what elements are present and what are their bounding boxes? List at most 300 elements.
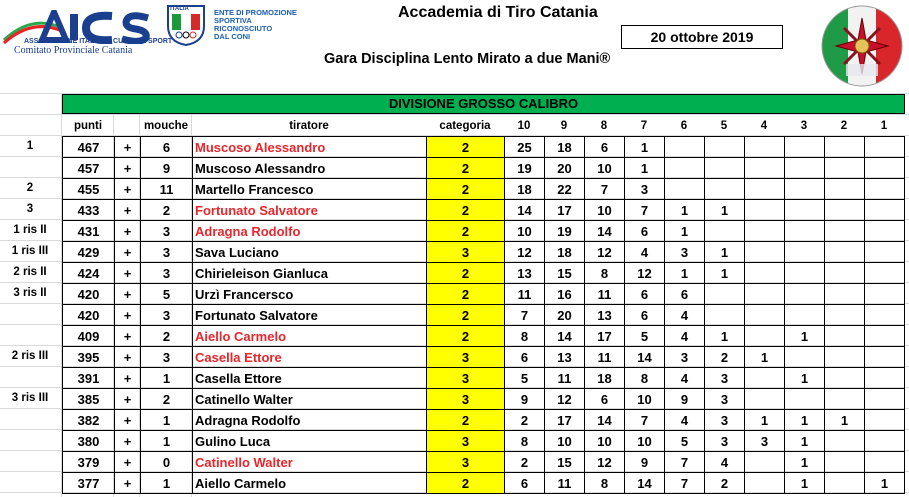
mouche-cell: 3 bbox=[141, 305, 193, 326]
punti-cell: 385 bbox=[63, 389, 115, 410]
hits-cell bbox=[705, 158, 745, 179]
hits-cell bbox=[745, 137, 785, 158]
hits-cell: 3 bbox=[625, 179, 665, 200]
hits-cell: 12 bbox=[545, 389, 585, 410]
col-header-10: 10 bbox=[517, 120, 531, 132]
hits-cell bbox=[745, 326, 785, 347]
table-row bbox=[63, 326, 905, 347]
hits-cell: 1 bbox=[705, 200, 745, 221]
hits-cell bbox=[865, 179, 905, 200]
hits-cell: 12 bbox=[625, 263, 665, 284]
table-row bbox=[63, 137, 905, 158]
hits-cell: 1 bbox=[745, 347, 785, 368]
hits-cell: 11 bbox=[545, 473, 585, 494]
table-row bbox=[63, 389, 905, 410]
category-cell: 2 bbox=[427, 158, 505, 179]
hits-cell: 4 bbox=[705, 452, 745, 473]
plus-cell: + bbox=[115, 452, 141, 473]
table-row bbox=[63, 179, 905, 200]
hits-cell bbox=[745, 242, 785, 263]
hits-cell: 1 bbox=[865, 473, 905, 494]
hits-cell bbox=[745, 389, 785, 410]
plus-cell: + bbox=[115, 179, 141, 200]
hits-cell: 17 bbox=[545, 410, 585, 431]
hits-cell bbox=[745, 368, 785, 389]
mouche-cell: 1 bbox=[141, 431, 193, 452]
hits-cell bbox=[825, 347, 865, 368]
shooter-name-cell: Muscoso Alessandro bbox=[193, 137, 427, 158]
hits-cell: 7 bbox=[505, 305, 545, 326]
coni-text-line: ENTE DI PROMOZIONE bbox=[214, 8, 297, 17]
aics-line1: ASSOCIAZIONE ITALIANA CULTURA SPORT bbox=[24, 38, 173, 45]
hits-cell bbox=[785, 305, 825, 326]
coni-text-line: DAL CONI bbox=[214, 32, 251, 41]
table-row bbox=[63, 284, 905, 305]
hits-cell: 4 bbox=[665, 326, 705, 347]
table-row bbox=[63, 431, 905, 452]
hits-cell: 4 bbox=[625, 242, 665, 263]
punti-cell: 395 bbox=[63, 347, 115, 368]
hits-cell bbox=[745, 158, 785, 179]
coni-text-line: RICONOSCIUTO bbox=[214, 24, 273, 33]
hits-cell bbox=[865, 200, 905, 221]
hits-cell: 11 bbox=[505, 284, 545, 305]
category-cell: 2 bbox=[427, 326, 505, 347]
hits-cell bbox=[865, 242, 905, 263]
hits-cell: 11 bbox=[545, 368, 585, 389]
hits-cell bbox=[705, 137, 745, 158]
hits-cell: 12 bbox=[585, 452, 625, 473]
hits-cell: 14 bbox=[505, 200, 545, 221]
hits-cell bbox=[865, 221, 905, 242]
hits-cell bbox=[665, 158, 705, 179]
plus-cell: + bbox=[115, 410, 141, 431]
hits-cell bbox=[785, 389, 825, 410]
hits-cell bbox=[865, 431, 905, 452]
hits-cell: 7 bbox=[585, 179, 625, 200]
shooter-name-cell: Muscoso Alessandro bbox=[193, 158, 427, 179]
hits-cell: 6 bbox=[585, 389, 625, 410]
shooter-name-cell: Casella Ettore bbox=[193, 347, 427, 368]
table-row bbox=[63, 242, 905, 263]
hits-cell: 11 bbox=[585, 347, 625, 368]
academy-badge-icon bbox=[820, 4, 904, 88]
hits-cell: 8 bbox=[505, 431, 545, 452]
hits-cell: 10 bbox=[585, 158, 625, 179]
category-cell: 2 bbox=[427, 284, 505, 305]
hits-cell: 7 bbox=[665, 452, 705, 473]
hits-cell: 10 bbox=[625, 389, 665, 410]
shooter-name-cell: Martello Francesco bbox=[193, 179, 427, 200]
hits-cell: 19 bbox=[505, 158, 545, 179]
punti-cell: 379 bbox=[63, 452, 115, 473]
hits-cell bbox=[705, 221, 745, 242]
category-cell: 2 bbox=[427, 410, 505, 431]
table-row bbox=[63, 473, 905, 494]
col-header-punti: punti bbox=[73, 120, 103, 132]
shooter-name-cell: Casella Ettore bbox=[193, 368, 427, 389]
hits-cell bbox=[865, 326, 905, 347]
shooter-name-cell: Sava Luciano bbox=[193, 242, 427, 263]
mouche-cell: 2 bbox=[141, 389, 193, 410]
punti-cell: 455 bbox=[63, 179, 115, 200]
col-header-8: 8 bbox=[600, 120, 608, 132]
hits-cell: 14 bbox=[545, 326, 585, 347]
hits-cell: 16 bbox=[545, 284, 585, 305]
hits-cell: 18 bbox=[545, 242, 585, 263]
hits-cell bbox=[865, 284, 905, 305]
category-cell: 2 bbox=[427, 305, 505, 326]
punti-cell: 382 bbox=[63, 410, 115, 431]
hits-cell: 1 bbox=[665, 263, 705, 284]
hits-cell bbox=[825, 452, 865, 473]
hits-cell bbox=[825, 158, 865, 179]
category-cell: 3 bbox=[427, 347, 505, 368]
hits-cell bbox=[825, 326, 865, 347]
mouche-cell: 6 bbox=[141, 137, 193, 158]
hits-cell: 1 bbox=[665, 200, 705, 221]
hits-cell: 2 bbox=[505, 452, 545, 473]
hits-cell bbox=[665, 137, 705, 158]
mouche-cell: 3 bbox=[141, 221, 193, 242]
col-header-tiratore: tiratore bbox=[289, 120, 329, 132]
hits-cell: 2 bbox=[705, 473, 745, 494]
hits-cell: 13 bbox=[505, 263, 545, 284]
hits-cell: 1 bbox=[785, 368, 825, 389]
hits-cell: 10 bbox=[545, 431, 585, 452]
shooter-name-cell: Adragna Rodolfo bbox=[193, 221, 427, 242]
hits-cell: 6 bbox=[625, 221, 665, 242]
hits-cell bbox=[865, 137, 905, 158]
plus-cell: + bbox=[115, 431, 141, 452]
plus-cell: + bbox=[115, 242, 141, 263]
table-row bbox=[63, 305, 905, 326]
hits-cell: 1 bbox=[705, 326, 745, 347]
hits-cell: 3 bbox=[745, 431, 785, 452]
shooter-name-cell: Catinello Walter bbox=[193, 389, 427, 410]
category-cell: 2 bbox=[427, 473, 505, 494]
hits-cell: 18 bbox=[545, 137, 585, 158]
punti-cell: 431 bbox=[63, 221, 115, 242]
table-row bbox=[63, 368, 905, 389]
hits-cell: 15 bbox=[545, 452, 585, 473]
page-title: Accademia di Tiro Catania bbox=[398, 4, 598, 21]
hits-cell bbox=[745, 221, 785, 242]
table-row bbox=[63, 263, 905, 284]
category-cell: 2 bbox=[427, 179, 505, 200]
hits-cell bbox=[865, 368, 905, 389]
hits-cell: 2 bbox=[505, 410, 545, 431]
mouche-cell: 1 bbox=[141, 410, 193, 431]
col-header-6: 6 bbox=[680, 120, 688, 132]
hits-cell: 3 bbox=[705, 389, 745, 410]
hits-cell: 22 bbox=[545, 179, 585, 200]
hits-cell bbox=[705, 305, 745, 326]
table-row bbox=[63, 200, 905, 221]
hits-cell bbox=[785, 137, 825, 158]
punti-cell: 409 bbox=[63, 326, 115, 347]
mouche-cell: 1 bbox=[141, 473, 193, 494]
category-cell: 3 bbox=[427, 452, 505, 473]
category-cell: 3 bbox=[427, 242, 505, 263]
mouche-cell: 3 bbox=[141, 347, 193, 368]
category-cell: 2 bbox=[427, 137, 505, 158]
hits-cell: 8 bbox=[625, 368, 665, 389]
hits-cell: 1 bbox=[785, 326, 825, 347]
plus-cell: + bbox=[115, 221, 141, 242]
punti-cell: 429 bbox=[63, 242, 115, 263]
mouche-cell: 11 bbox=[141, 179, 193, 200]
category-cell: 3 bbox=[427, 368, 505, 389]
hits-cell: 10 bbox=[585, 200, 625, 221]
hits-cell bbox=[665, 179, 705, 200]
hits-cell: 15 bbox=[545, 263, 585, 284]
hits-cell bbox=[825, 368, 865, 389]
category-cell: 3 bbox=[427, 389, 505, 410]
hits-cell bbox=[865, 452, 905, 473]
hits-cell bbox=[785, 200, 825, 221]
plus-cell: + bbox=[115, 263, 141, 284]
hits-cell: 7 bbox=[625, 200, 665, 221]
hits-cell: 6 bbox=[505, 473, 545, 494]
plus-cell: + bbox=[115, 368, 141, 389]
hits-cell: 10 bbox=[505, 221, 545, 242]
rank-label: 1 ris II bbox=[13, 224, 47, 236]
hits-cell bbox=[865, 347, 905, 368]
hits-cell: 1 bbox=[785, 452, 825, 473]
hits-cell: 1 bbox=[785, 410, 825, 431]
hits-cell: 1 bbox=[625, 158, 665, 179]
hits-cell bbox=[825, 389, 865, 410]
hits-cell: 17 bbox=[585, 326, 625, 347]
coni-label: ITALIA bbox=[170, 6, 189, 12]
hits-cell: 5 bbox=[505, 368, 545, 389]
grid-hline bbox=[0, 114, 909, 115]
plus-cell: + bbox=[115, 347, 141, 368]
mouche-cell: 9 bbox=[141, 158, 193, 179]
coni-logo bbox=[166, 4, 316, 46]
plus-cell: + bbox=[115, 137, 141, 158]
rank-label: 2 bbox=[26, 182, 34, 194]
hits-cell bbox=[825, 200, 865, 221]
col-header-categoria: categoria bbox=[439, 120, 491, 132]
table-row bbox=[63, 410, 905, 431]
hits-cell: 6 bbox=[505, 347, 545, 368]
hits-cell bbox=[745, 200, 785, 221]
punti-cell: 433 bbox=[63, 200, 115, 221]
hits-cell: 5 bbox=[665, 431, 705, 452]
aics-line2: Comitato Provinciale Catania bbox=[14, 45, 133, 56]
coni-text bbox=[214, 9, 297, 41]
mouche-cell: 5 bbox=[141, 284, 193, 305]
hits-cell: 3 bbox=[665, 242, 705, 263]
plus-cell: + bbox=[115, 305, 141, 326]
hits-cell bbox=[825, 242, 865, 263]
hits-cell: 10 bbox=[585, 431, 625, 452]
plus-cell: + bbox=[115, 158, 141, 179]
aics-logo bbox=[2, 2, 173, 56]
col-header-1: 1 bbox=[880, 120, 888, 132]
hits-cell bbox=[705, 284, 745, 305]
mouche-cell: 3 bbox=[141, 263, 193, 284]
hits-cell bbox=[705, 179, 745, 200]
col-header-7: 7 bbox=[640, 120, 648, 132]
punti-cell: 377 bbox=[63, 473, 115, 494]
hits-cell: 1 bbox=[665, 221, 705, 242]
hits-cell: 20 bbox=[545, 305, 585, 326]
hits-cell bbox=[785, 284, 825, 305]
col-header-3: 3 bbox=[800, 120, 808, 132]
col-header-mouche: mouche bbox=[143, 120, 189, 132]
hits-cell: 12 bbox=[585, 242, 625, 263]
hits-cell: 6 bbox=[665, 284, 705, 305]
hits-cell: 8 bbox=[585, 473, 625, 494]
hits-cell bbox=[745, 305, 785, 326]
shooter-name-cell: Urzì Francersco bbox=[193, 284, 427, 305]
hits-cell bbox=[785, 263, 825, 284]
hits-cell: 14 bbox=[585, 221, 625, 242]
hits-cell: 1 bbox=[705, 263, 745, 284]
mouche-cell: 2 bbox=[141, 200, 193, 221]
hits-cell: 1 bbox=[745, 410, 785, 431]
hits-cell: 2 bbox=[705, 347, 745, 368]
plus-cell: + bbox=[115, 200, 141, 221]
hits-cell: 5 bbox=[625, 326, 665, 347]
shooter-name-cell: Gulino Luca bbox=[193, 431, 427, 452]
hits-cell: 9 bbox=[505, 389, 545, 410]
hits-cell: 19 bbox=[545, 221, 585, 242]
hits-cell: 6 bbox=[625, 305, 665, 326]
table-row bbox=[63, 158, 905, 179]
shooter-name-cell: Fortunato Salvatore bbox=[193, 200, 427, 221]
shooter-name-cell: Fortunato Salvatore bbox=[193, 305, 427, 326]
hits-cell bbox=[745, 179, 785, 200]
hits-cell bbox=[825, 431, 865, 452]
rank-label: 3 bbox=[26, 203, 34, 215]
hits-cell: 3 bbox=[705, 410, 745, 431]
category-cell: 2 bbox=[427, 200, 505, 221]
punti-cell: 420 bbox=[63, 284, 115, 305]
shooter-name-cell: Aiello Carmelo bbox=[193, 473, 427, 494]
hits-cell bbox=[745, 452, 785, 473]
hits-cell bbox=[825, 137, 865, 158]
mouche-cell: 0 bbox=[141, 452, 193, 473]
rank-label: 2 ris III bbox=[11, 350, 49, 362]
col-header-4: 4 bbox=[760, 120, 768, 132]
hits-cell: 13 bbox=[585, 305, 625, 326]
mouche-cell: 1 bbox=[141, 368, 193, 389]
shooter-name-cell: Chirieleison Gianluca bbox=[193, 263, 427, 284]
hits-cell bbox=[785, 347, 825, 368]
hits-cell bbox=[825, 179, 865, 200]
hits-cell: 6 bbox=[585, 137, 625, 158]
hits-cell: 8 bbox=[585, 263, 625, 284]
punti-cell: 380 bbox=[63, 431, 115, 452]
hits-cell: 3 bbox=[665, 347, 705, 368]
punti-cell: 457 bbox=[63, 158, 115, 179]
hits-cell bbox=[865, 158, 905, 179]
hits-cell bbox=[745, 263, 785, 284]
results-table bbox=[62, 136, 905, 494]
hits-cell bbox=[745, 473, 785, 494]
shooter-name-cell: Aiello Carmelo bbox=[193, 326, 427, 347]
hits-cell bbox=[825, 305, 865, 326]
hits-cell bbox=[825, 263, 865, 284]
hits-cell: 25 bbox=[505, 137, 545, 158]
category-cell: 2 bbox=[427, 221, 505, 242]
hits-cell: 12 bbox=[505, 242, 545, 263]
rank-label: 1 bbox=[26, 140, 34, 152]
hits-cell: 17 bbox=[545, 200, 585, 221]
hits-cell: 11 bbox=[585, 284, 625, 305]
shooter-name-cell: Adragna Rodolfo bbox=[193, 410, 427, 431]
hits-cell: 9 bbox=[665, 389, 705, 410]
hits-cell: 13 bbox=[545, 347, 585, 368]
hits-cell bbox=[825, 473, 865, 494]
hits-cell: 20 bbox=[545, 158, 585, 179]
hits-cell: 7 bbox=[625, 410, 665, 431]
rank-label: 1 ris III bbox=[11, 245, 49, 257]
table-row bbox=[63, 452, 905, 473]
punti-cell: 467 bbox=[63, 137, 115, 158]
hits-cell bbox=[825, 221, 865, 242]
hits-cell: 14 bbox=[625, 347, 665, 368]
hits-cell: 18 bbox=[585, 368, 625, 389]
event-date: 20 ottobre 2019 bbox=[621, 25, 783, 49]
hits-cell: 10 bbox=[625, 431, 665, 452]
hits-cell bbox=[865, 305, 905, 326]
competition-subtitle: Gara Disciplina Lento Mirato a due Mani® bbox=[324, 51, 611, 67]
hits-cell: 18 bbox=[505, 179, 545, 200]
category-cell: 3 bbox=[427, 431, 505, 452]
hits-cell: 1 bbox=[825, 410, 865, 431]
hits-cell: 3 bbox=[705, 431, 745, 452]
hits-cell: 9 bbox=[625, 452, 665, 473]
hits-cell bbox=[865, 263, 905, 284]
hits-cell bbox=[785, 221, 825, 242]
hits-cell bbox=[825, 284, 865, 305]
hits-cell bbox=[785, 242, 825, 263]
hits-cell: 8 bbox=[505, 326, 545, 347]
hits-cell: 6 bbox=[625, 284, 665, 305]
col-header-5: 5 bbox=[720, 120, 728, 132]
rank-label: 3 ris II bbox=[13, 287, 47, 299]
hits-cell: 7 bbox=[665, 473, 705, 494]
plus-cell: + bbox=[115, 389, 141, 410]
plus-cell: + bbox=[115, 473, 141, 494]
hits-cell: 14 bbox=[625, 473, 665, 494]
col-header-9: 9 bbox=[560, 120, 568, 132]
mouche-cell: 2 bbox=[141, 326, 193, 347]
hits-cell: 4 bbox=[665, 368, 705, 389]
hits-cell: 1 bbox=[785, 473, 825, 494]
col-header-2: 2 bbox=[840, 120, 848, 132]
mouche-cell: 3 bbox=[141, 242, 193, 263]
punti-cell: 391 bbox=[63, 368, 115, 389]
punti-cell: 420 bbox=[63, 305, 115, 326]
table-row bbox=[63, 221, 905, 242]
hits-cell bbox=[785, 179, 825, 200]
hits-cell bbox=[865, 389, 905, 410]
punti-cell: 424 bbox=[63, 263, 115, 284]
hits-cell: 3 bbox=[705, 368, 745, 389]
plus-cell: + bbox=[115, 284, 141, 305]
hits-cell: 4 bbox=[665, 305, 705, 326]
hits-cell bbox=[745, 284, 785, 305]
hits-cell: 4 bbox=[665, 410, 705, 431]
hits-cell bbox=[865, 410, 905, 431]
division-banner: DIVISIONE GROSSO CALIBRO bbox=[62, 94, 905, 114]
